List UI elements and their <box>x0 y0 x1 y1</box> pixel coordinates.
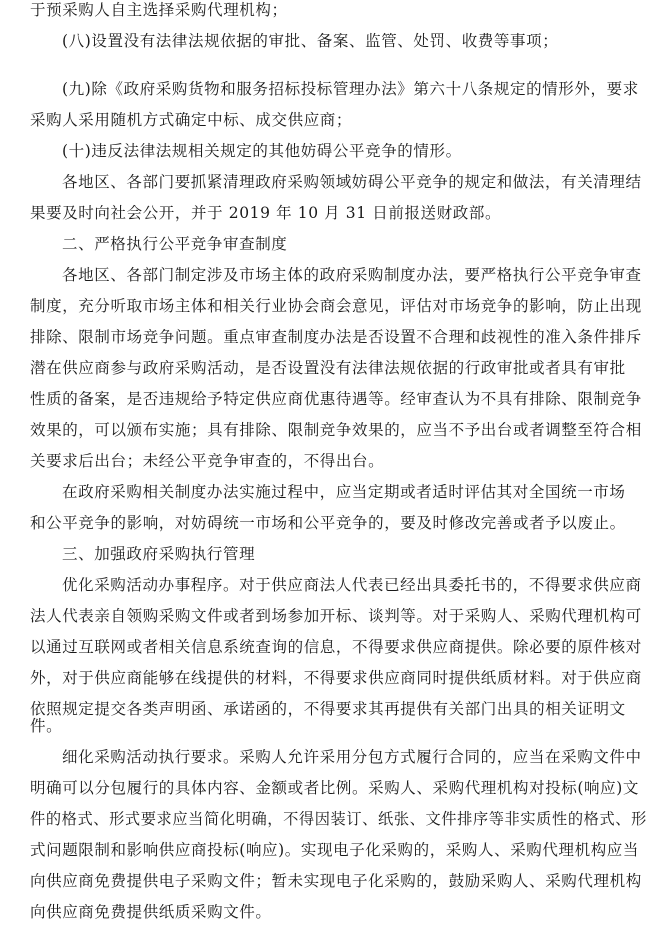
text-line: 性质的备案，是否违规给予特定供应商优惠待遇等。经审查认为不具有排除、限制竞争 <box>30 390 642 408</box>
text-line: 向供应商免费提供纸质采购文件。 <box>30 903 272 921</box>
text-line: 各地区、各部门要抓紧清理政府采购领域妨碍公平竞争的规定和做法，有关清理结 <box>62 173 642 191</box>
text-line: (八)设置没有法律法规依据的审批、备案、监管、处罚、收费等事项； <box>62 32 559 50</box>
text-line: 效果的，可以颁布实施；具有排除、限制竞争效果的，应当不予出台或者调整至符合相 <box>30 421 642 439</box>
section-heading: 二、严格执行公平竞争审查制度 <box>62 235 288 253</box>
text-line: 于预采购人自主选择采购代理机构； <box>30 1 288 19</box>
text-line: 依照规定提交各类声明函、承诺函的，不得要求其再提供有关部门出具的相关证明文 <box>30 700 626 718</box>
text-line: 明确可以分包履行的具体内容、金额或者比例。采购人、采购代理机构对投标(响应)文 <box>30 779 639 797</box>
text-line: 以通过互联网或者相关信息系统查询的信息，不得要求供应商提供。除必要的原件核对 <box>30 638 642 656</box>
section-heading: 三、加强政府采购执行管理 <box>62 545 256 563</box>
text-line: 制度，充分听取市场主体和相关行业协会商会意见，评估对市场竞争的影响，防止出现 <box>30 297 642 315</box>
text-line: 和公平竞争的影响，对妨碍统一市场和公平竞争的，要及时修改完善或者予以废止。 <box>30 514 626 532</box>
text-line: 法人代表亲自领购采购文件或者到场参加开标、谈判等。对于采购人、采购代理机构可 <box>30 607 642 625</box>
text-line: 果要及时向社会公开，并于 2019 年 10 月 31 日前报送财政部。 <box>30 204 502 222</box>
text-line: 各地区、各部门制定涉及市场主体的政府采购制度办法，要严格执行公平竞争审查 <box>62 266 642 284</box>
text-line: 件。 <box>30 717 63 735</box>
text-line: 采购人采用随机方式确定中标、成交供应商； <box>30 111 353 129</box>
text-line: 式问题限制和影响供应商投标(响应)。实现电子化采购的，采购人、采购代理机构应当 <box>30 841 639 859</box>
text-line: (九)除《政府采购货物和服务招标投标管理办法》第六十八条规定的情形外，要求 <box>62 80 639 98</box>
text-line: 优化采购活动办事程序。对于供应商法人代表已经出具委托书的，不得要求供应商 <box>62 576 642 594</box>
text-line: 向供应商免费提供电子采购文件；暂未实现电子化采购的，鼓励采购人、采购代理机构 <box>30 872 642 890</box>
text-line: (十)违反法律法规相关规定的其他妨碍公平竞争的情形。 <box>62 142 462 160</box>
text-line: 件的格式、形式要求应当简化明确，不得因装订、纸张、文件排序等非实质性的格式、形 <box>30 810 647 828</box>
text-line: 外，对于供应商能够在线提供的材料，不得要求供应商同时提供纸质材料。对于供应商 <box>30 669 642 687</box>
text-line: 细化采购活动执行要求。采购人允许采用分包方式履行合同的，应当在采购文件中 <box>62 748 642 766</box>
text-line: 关要求后出台；未经公平竞争审查的，不得出台。 <box>30 452 385 470</box>
text-line: 在政府采购相关制度办法实施过程中，应当定期或者适时评估其对全国统一市场 <box>62 483 626 501</box>
text-line: 潜在供应商参与政府采购活动，是否设置没有法律法规依据的行政审批或者具有审批 <box>30 359 626 377</box>
text-line: 排除、限制市场竞争问题。重点审查制度办法是否设置不合理和歧视性的准入条件排斥 <box>30 328 642 346</box>
